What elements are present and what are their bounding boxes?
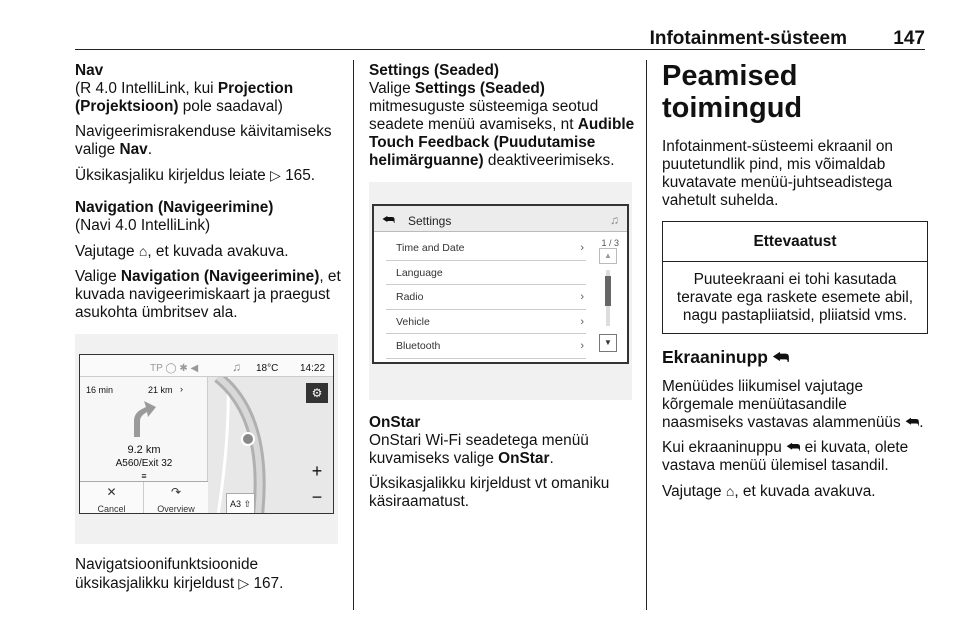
paragraph: [75, 123, 345, 159]
paragraph: [75, 166, 345, 185]
column-2: [369, 62, 637, 518]
text-bold: Nav: [119, 141, 148, 158]
list-item[interactable]: [386, 334, 586, 359]
clock: 14:22: [300, 363, 326, 374]
header-title: Infotainment-süsteem: [649, 28, 847, 49]
route-duration: 16 min: [86, 385, 114, 395]
list-item[interactable]: [386, 310, 586, 335]
settings-section: [369, 62, 637, 170]
text: ei kuvata, olete vastava menüü ülemisel tasandil.: [662, 439, 909, 474]
scroll-thumb[interactable]: [605, 276, 611, 306]
back-arrow-icon[interactable]: ⮪: [382, 211, 396, 227]
text: .: [919, 414, 924, 431]
overview-icon: ↷: [170, 485, 182, 499]
close-icon: ✕: [106, 485, 117, 499]
chevron-right-icon: ›: [580, 340, 584, 352]
road-name: A3: [230, 499, 242, 509]
settings-screenshot: [369, 182, 632, 400]
text: (Navi 4.0 IntelliLink): [75, 217, 211, 234]
overview-button[interactable]: [144, 482, 208, 514]
settings-title: Settings: [408, 214, 452, 228]
turn-arrow-icon: [122, 399, 162, 439]
list-item-label: Language: [396, 266, 443, 279]
onstar-section: [369, 414, 637, 468]
column-divider: [646, 60, 647, 610]
paragraph: [662, 378, 928, 432]
text: .: [147, 141, 153, 158]
paragraph: Üksikasjalikku kirjeldust vt omaniku käsiraamatust.: [369, 475, 610, 510]
music-icon: ♫: [610, 213, 619, 227]
cancel-label: Cancel: [97, 504, 126, 514]
back-arrow-icon: ⮪: [772, 347, 790, 367]
text-bold: Audible Touch Feedback (Puudutamise helimärguanne): [369, 116, 635, 169]
settings-display: [372, 204, 629, 364]
gear-icon[interactable]: ⚙: [306, 383, 328, 403]
text: Kui ekraaninuppu: [662, 439, 787, 456]
column-1: [75, 62, 345, 600]
back-arrow-icon: ⮪: [904, 414, 920, 431]
subsection-heading-text: Ekraaninupp: [662, 347, 768, 367]
page-header: [75, 26, 925, 50]
scroll-down-icon[interactable]: ▼: [599, 334, 617, 352]
section-heading-onstar: OnStar: [369, 414, 421, 431]
route-panel: [80, 377, 208, 481]
road-label: A3 ⇧: [226, 493, 255, 514]
paragraph: [662, 439, 928, 475]
header-rule: [75, 49, 925, 50]
paragraph: [75, 242, 345, 261]
intro-paragraph: Infotainment-süsteemi ekraanil on puutetundlik pind, mis võimaldab kuvatavate menüü-juhtseadistega vahetult suhelda.: [662, 138, 893, 209]
settings-list: [386, 236, 586, 359]
chevron-right-icon: ›: [580, 242, 584, 254]
list-icon[interactable]: ≡: [141, 471, 147, 481]
nav-section: [75, 62, 345, 116]
text: , et kuvada avakuva.: [147, 243, 289, 260]
text: .: [549, 450, 554, 467]
list-item-label: Vehicle: [396, 315, 430, 328]
list-item-label: Time and Date: [396, 242, 465, 254]
scrollbar[interactable]: [599, 248, 617, 352]
section-title: Peamised toimingud: [662, 60, 803, 124]
navigation-section: [75, 199, 345, 235]
text: Navigatsioonifunktsioonide üksikasjalikku kirjeldust: [75, 556, 259, 592]
list-item[interactable]: [386, 285, 586, 310]
next-turn-distance: 9.2 km: [127, 444, 161, 456]
scroll-up-icon[interactable]: ▲: [599, 248, 617, 264]
text: mitmesuguste süsteemiga seotud seadete menüü avamiseks, nt: [369, 98, 599, 133]
zoom-out-icon[interactable]: −: [311, 487, 323, 507]
list-item[interactable]: [386, 261, 586, 286]
page-link[interactable]: 167.: [253, 575, 284, 592]
figure-caption: [75, 556, 345, 593]
text: , et kuvada navigeerimiskaart ja praegust asukohta ümbritsev ala.: [75, 268, 341, 321]
zoom-in-icon[interactable]: +: [311, 461, 323, 481]
section-heading-settings: Settings (Seaded): [369, 62, 499, 79]
section-heading-nav: Nav: [75, 62, 104, 79]
temperature: 18°C: [256, 363, 279, 374]
text: Valige: [369, 80, 415, 97]
list-item-label: Bluetooth: [396, 340, 441, 352]
text: Navigeerimisrakenduse käivitamiseks valige: [75, 123, 332, 158]
text-bold: Navigation (Navigeerimine): [120, 268, 320, 285]
overview-label: Overview: [157, 504, 195, 514]
page-number: 147: [893, 28, 925, 49]
navigation-screenshot: [75, 334, 338, 544]
list-item[interactable]: [386, 236, 586, 261]
home-icon: ⌂: [725, 483, 735, 499]
back-arrow-icon: ⮪: [786, 439, 801, 456]
next-turn-exit: A560/Exit 32: [115, 458, 173, 469]
caution-text: Puuteekraani ei tohi kasutada teravate ega raskete esemete abil, nagu pastapliiatsid, pliiatsid vms.: [676, 271, 914, 324]
chevron-right-icon: ›: [580, 315, 584, 328]
nav-button-bar: [80, 481, 208, 514]
text: Vajutage: [662, 483, 726, 500]
text: (R 4.0 IntelliLink, kui: [75, 80, 218, 97]
text: Menüüdes liikumisel vajutage kõrgemale menüütasandile naasmiseks vastavas alammenüüs: [662, 378, 905, 431]
paragraph: [662, 482, 928, 501]
text-bold: Projection (Projektsioon): [75, 80, 294, 115]
chevron-right-icon: ›: [180, 384, 183, 394]
status-icons: TP ◯ ✱ ◀: [150, 363, 199, 374]
section-heading-navigation: Navigation (Navigeerimine): [75, 199, 274, 216]
text: deaktiveerimiseks.: [483, 152, 615, 169]
status-bar: [80, 355, 333, 377]
caution-box: [662, 221, 928, 334]
caution-heading: Ettevaatust: [663, 222, 927, 262]
text-bold: OnStar: [498, 450, 550, 467]
text: , et kuvada avakuva.: [734, 483, 876, 500]
column-3: [662, 62, 928, 508]
paragraph: [75, 268, 345, 322]
text: Vajutage: [75, 243, 139, 260]
cancel-button[interactable]: [80, 482, 144, 514]
text: pole saadaval): [178, 98, 283, 115]
music-icon: ♫: [232, 360, 241, 374]
nav-display: [79, 354, 334, 514]
column-divider: [353, 60, 354, 610]
text: OnStari Wi-Fi seadetega menüü kuvamiseks valige: [369, 432, 589, 467]
subsection-heading: [662, 348, 928, 366]
text-bold: Settings (Seaded): [414, 80, 545, 97]
settings-title-bar: [374, 206, 627, 232]
text: Valige: [75, 268, 121, 285]
page-indicator: 1 / 3: [601, 238, 619, 248]
list-item-label: Radio: [396, 291, 424, 303]
home-icon: ⌂: [138, 243, 148, 259]
text: Üksikasjaliku kirjeldus leiate: [75, 167, 271, 184]
route-distance: 21 km: [148, 385, 173, 395]
page-reference-icon: ▷: [270, 167, 281, 183]
page-reference-icon: ▷: [238, 575, 250, 591]
page-link[interactable]: 165.: [285, 167, 316, 184]
map-view[interactable]: [208, 377, 334, 514]
chevron-right-icon: ›: [580, 291, 584, 303]
